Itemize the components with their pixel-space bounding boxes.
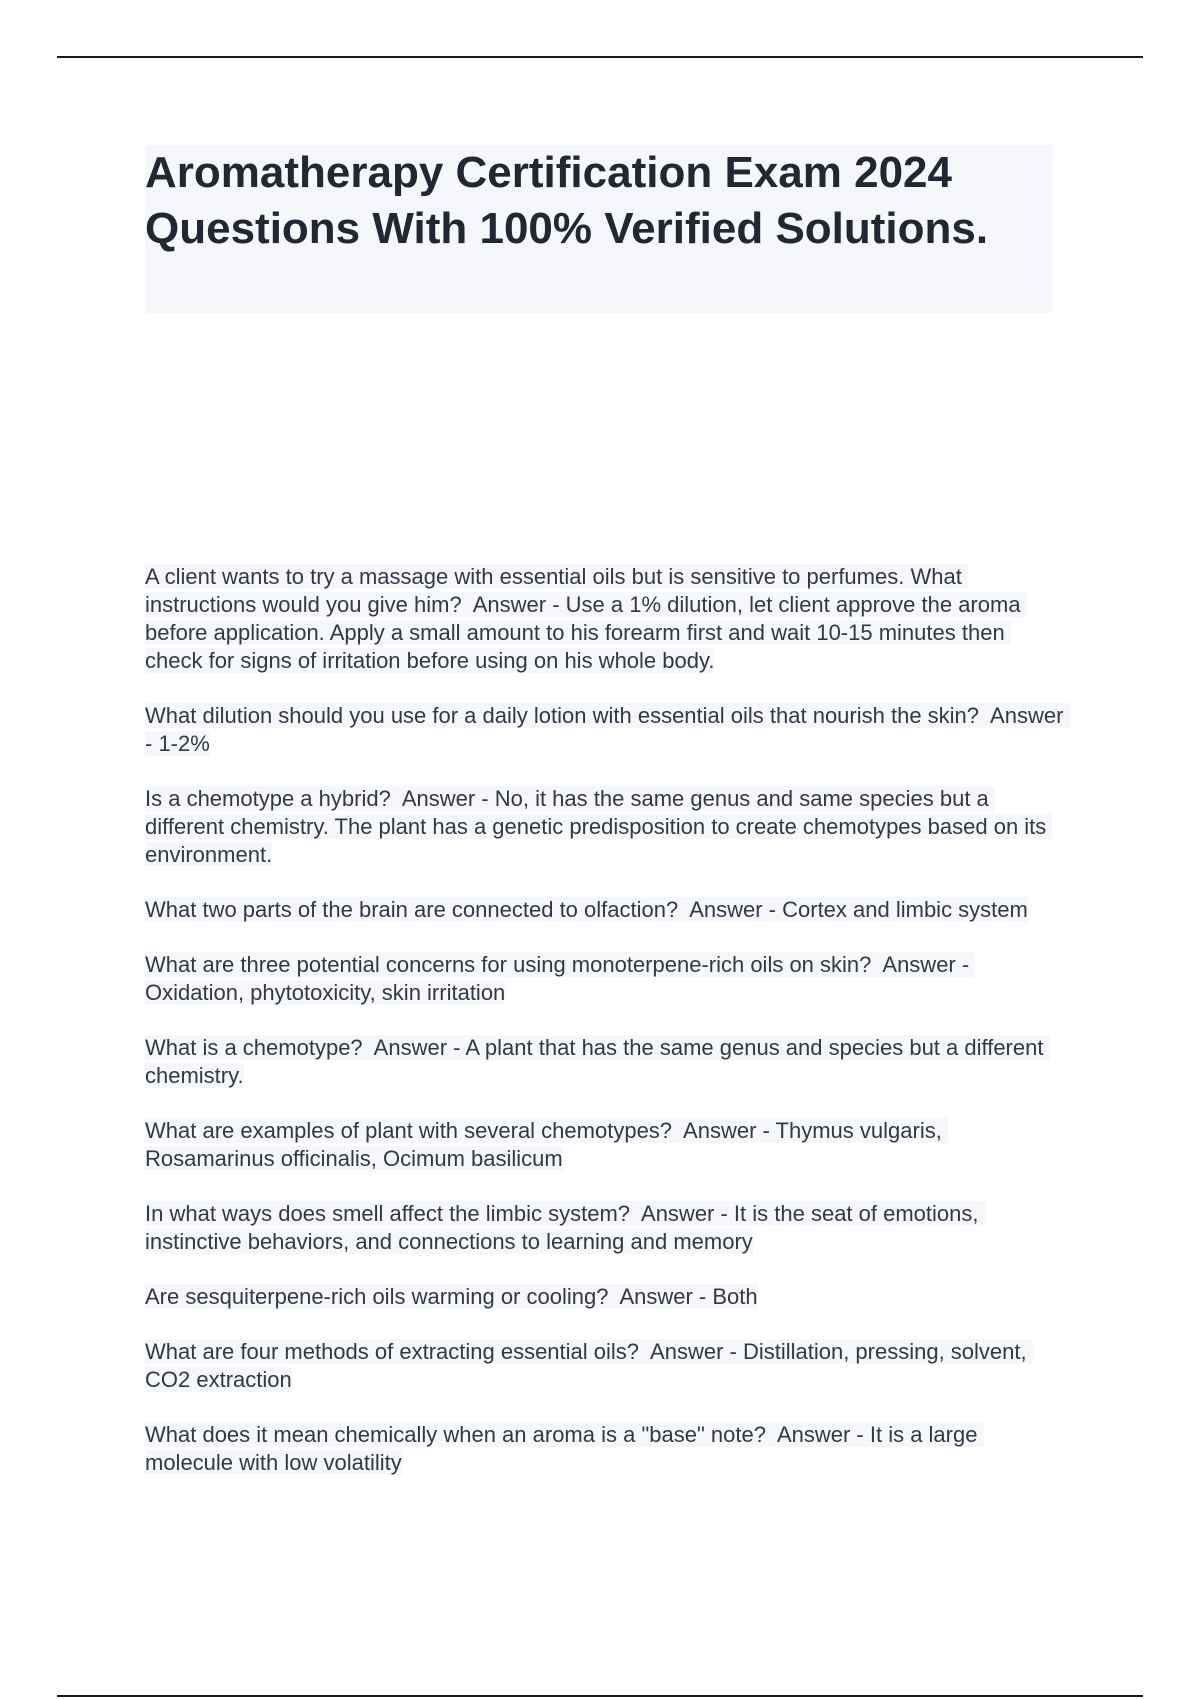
qa-text: A client wants to try a massage with essential oils but is sensitive to perfumes. What instructions would you give him? Answer - Use a 1% dilution, let client approve the aroma before application. Apply a small amount to his forearm first and wait 10-15 minutes then check for signs of irritation before using on his whole body. xyxy=(145,564,1027,673)
bottom-rule xyxy=(57,1695,1143,1697)
qa-item xyxy=(145,785,1065,869)
qa-item xyxy=(145,1421,1065,1477)
qa-list xyxy=(145,563,1070,1504)
qa-text: Are sesquiterpene-rich oils warming or cooling? Answer - Both xyxy=(145,1284,758,1309)
qa-item xyxy=(145,1338,1065,1394)
qa-text: What dilution should you use for a daily lotion with essential oils that nourish the skin? Answer - 1-2% xyxy=(145,703,1070,756)
qa-text: What is a chemotype? Answer - A plant that has the same genus and species but a different chemistry. xyxy=(145,1035,1050,1088)
title-block xyxy=(145,145,1053,313)
qa-item xyxy=(145,702,1070,758)
qa-text: What are examples of plant with several chemotypes? Answer - Thymus vulgaris, Rosamarinus officinalis, Ocimum basilicum xyxy=(145,1118,948,1171)
qa-text: What two parts of the brain are connected to olfaction? Answer - Cortex and limbic system xyxy=(145,897,1028,922)
qa-text: In what ways does smell affect the limbic system? Answer - It is the seat of emotions, instinctive behaviors, and connections to learning and memory xyxy=(145,1201,985,1254)
qa-text: What are three potential concerns for using monoterpene-rich oils on skin? Answer - Oxidation, phytotoxicity, skin irritation xyxy=(145,952,976,1005)
qa-item xyxy=(145,1200,1065,1256)
document-title: Aromatherapy Certification Exam 2024 Questions With 100% Verified Solutions. xyxy=(145,148,989,253)
top-rule xyxy=(57,56,1143,58)
qa-item xyxy=(145,1117,1065,1173)
qa-item xyxy=(145,563,1065,675)
qa-text: What are four methods of extracting essential oils? Answer - Distillation, pressing, solvent, CO2 extraction xyxy=(145,1339,1033,1392)
qa-text: Is a chemotype a hybrid? Answer - No, it has the same genus and same species but a different chemistry. The plant has a genetic predisposition to create chemotypes based on its environment. xyxy=(145,786,1053,867)
qa-item xyxy=(145,951,1065,1007)
qa-item xyxy=(145,1283,1065,1311)
qa-item xyxy=(145,1034,1065,1090)
qa-text: What does it mean chemically when an aroma is a "base" note? Answer - It is a large molecule with low volatility xyxy=(145,1422,984,1475)
qa-item xyxy=(145,896,1065,924)
